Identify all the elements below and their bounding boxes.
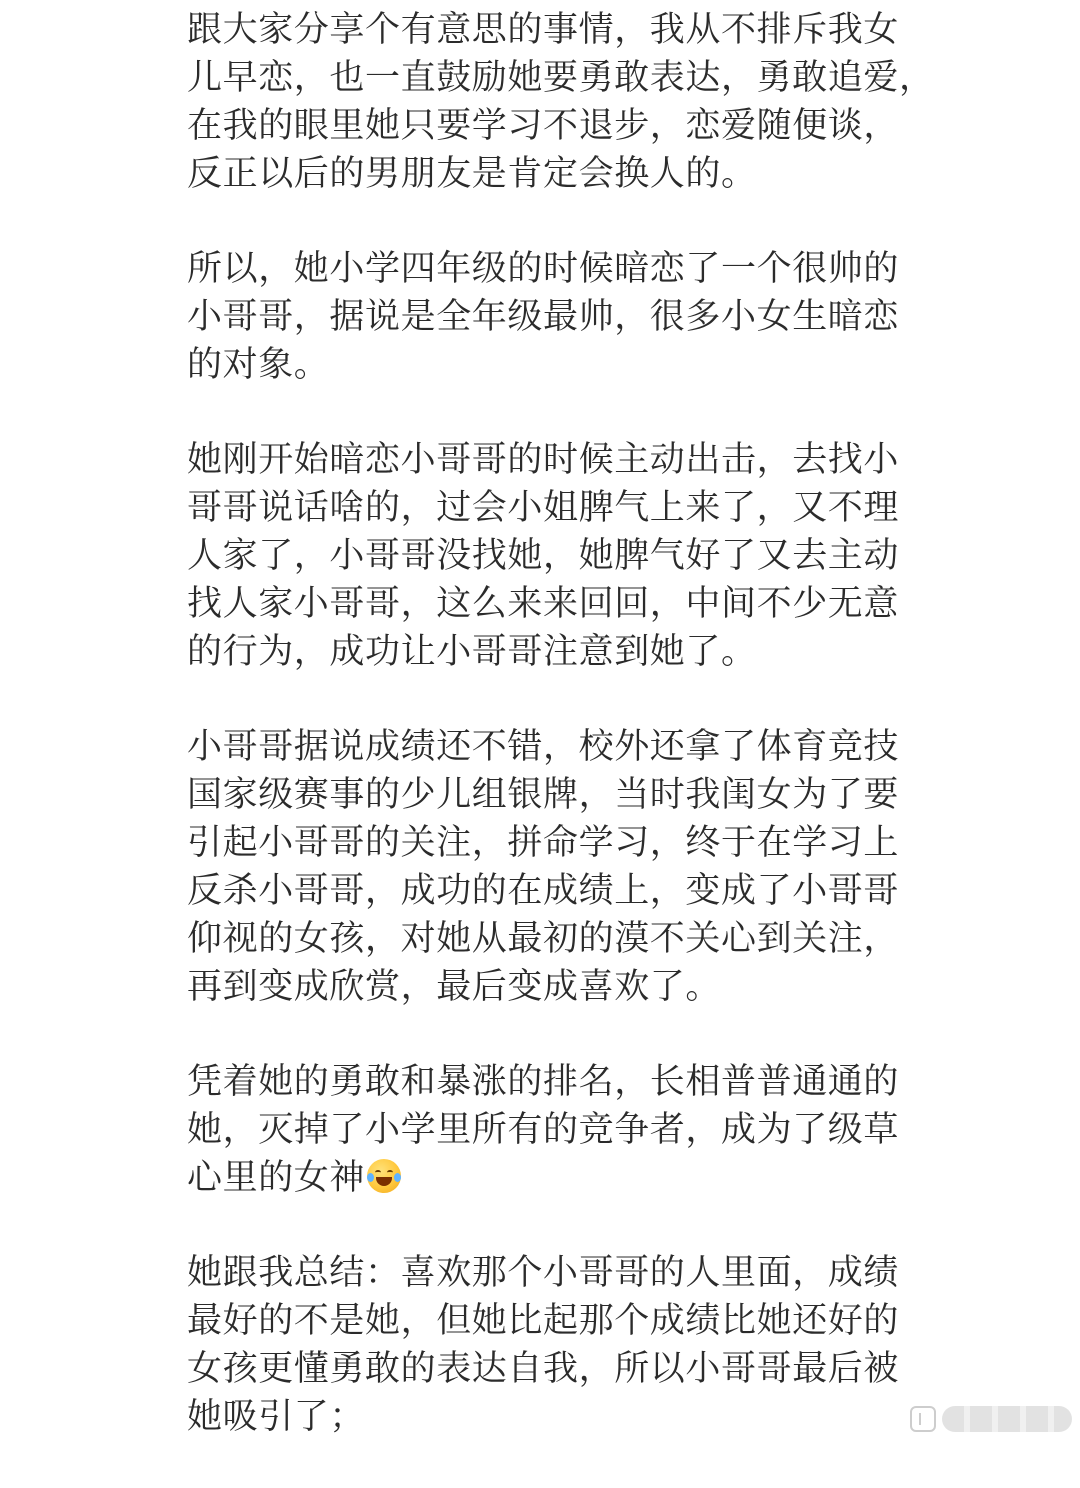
text-line: 反正以后的男朋友是肯定会换人的。 <box>187 154 757 194</box>
text-line: 她，灭掉了小学里所有的竞争者，成为了级草 <box>187 1110 900 1150</box>
text-line: 的对象。 <box>187 345 330 385</box>
paragraph <box>187 1058 900 1202</box>
article-body <box>187 6 935 1488</box>
text-line: 女孩更懂勇敢的表达自我，所以小哥哥最后被 <box>187 1349 900 1389</box>
text-line: 跟大家分享个有意思的事情，我从不排斥我女 <box>187 10 900 50</box>
text-line: 凭着她的勇敢和暴涨的排名，长相普普通通的 <box>187 1062 900 1102</box>
text-line: 她跟我总结：喜欢那个小哥哥的人里面，成绩 <box>187 1253 900 1293</box>
text-line: 她吸引了； <box>187 1397 366 1437</box>
text-line: 的行为，成功让小哥哥注意到她了。 <box>187 632 757 672</box>
text-line: 在我的眼里她只要学习不退步，恋爱随便谈， <box>187 106 900 146</box>
text-line: 儿早恋，也一直鼓励她要勇敢表达，勇敢追爱， <box>187 58 935 98</box>
text-line: 她刚开始暗恋小哥哥的时候主动出击，去找小 <box>187 440 900 480</box>
text-line: 最好的不是她，但她比起那个成绩比她还好的 <box>187 1301 900 1341</box>
obscured-username <box>942 1406 1072 1432</box>
paragraph <box>187 6 935 198</box>
text-line: 哥哥说话啥的，过会小姐脾气上来了，又不理 <box>187 488 900 528</box>
text-line: 小哥哥，据说是全年级最帅，很多小女生暗恋 <box>187 297 900 337</box>
paragraph <box>187 1249 900 1441</box>
text-line: 小哥哥据说成绩还不错，校外还拿了体育竞技 <box>187 727 900 767</box>
text-line: 找人家小哥哥，这么来来回回，中间不少无意 <box>187 584 900 624</box>
text-line: 所以，她小学四年级的时候暗恋了一个很帅的 <box>187 249 900 289</box>
text-line: 国家级赛事的少儿组银牌，当时我闺女为了要 <box>187 775 900 815</box>
text-line: 人家了，小哥哥没找她，她脾气好了又去主动 <box>187 536 900 576</box>
face-with-tears-of-joy-icon <box>367 1159 401 1193</box>
watermark <box>910 1406 1072 1432</box>
text-line: 再到变成欣赏，最后变成喜欢了。 <box>187 967 722 1007</box>
text-line: 引起小哥哥的关注，拼命学习，终于在学习上 <box>187 823 900 863</box>
app-logo-icon <box>910 1406 936 1432</box>
text-line: 仰视的女孩，对她从最初的漠不关心到关注， <box>187 919 900 959</box>
paragraph <box>187 723 900 1011</box>
text-line-with-emoji <box>187 1154 887 1202</box>
text-line: 心里的女神 <box>187 1158 366 1198</box>
paragraph <box>187 436 900 676</box>
text-line: 反杀小哥哥，成功的在成绩上，变成了小哥哥 <box>187 871 900 911</box>
paragraph <box>187 245 900 389</box>
